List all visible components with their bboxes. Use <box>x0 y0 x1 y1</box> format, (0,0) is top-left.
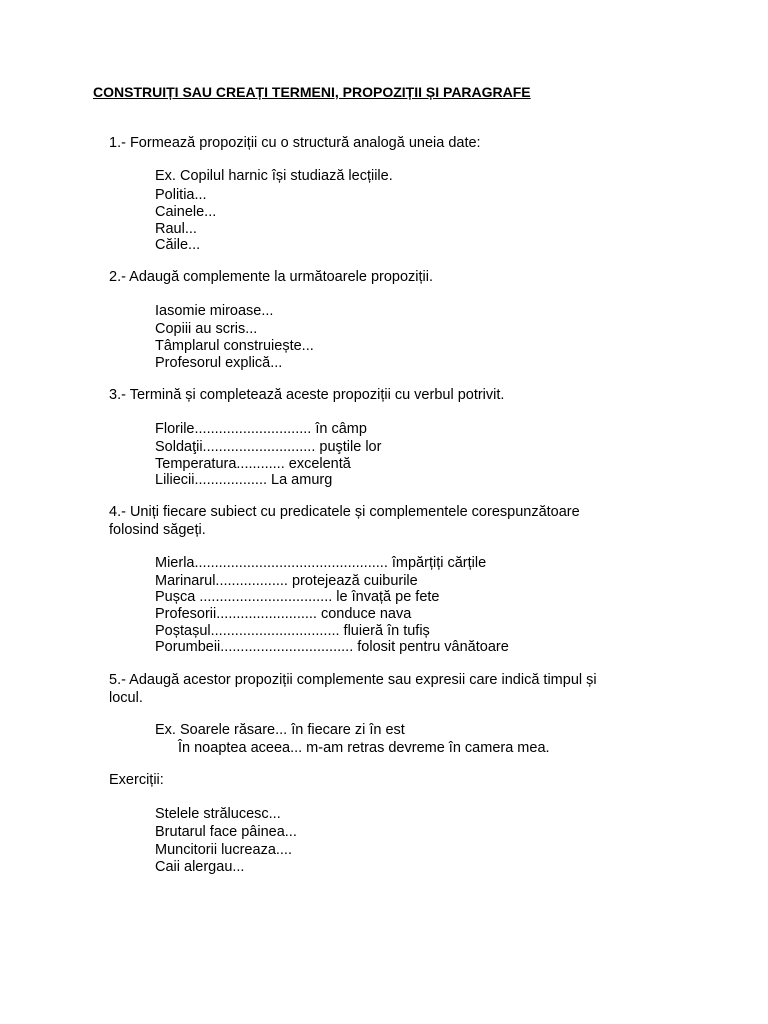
exercise-2-item: Tâmplarul construiește... <box>155 338 314 354</box>
exercise-1-heading: 1.- Formează propoziții cu o structură analogă uneia date: <box>109 135 481 151</box>
exercise-3-item: Liliecii.................. La amurg <box>155 472 333 488</box>
exercise-4-item: Porumbeii................................. folosit pentru vânătoare <box>155 639 509 655</box>
exercise-2-item: Copiii au scris... <box>155 321 258 337</box>
exercise-4-heading-cont: folosind săgeți. <box>109 522 206 538</box>
exercise-5-heading: 5.- Adaugă acestor propoziții complemente sau expresii care indică timpul și <box>109 672 597 688</box>
exercise-5-example: Ex. Soarele răsare... în fiecare zi în est <box>155 722 405 738</box>
exercise-4-item: Pușca ................................. le învață pe fete <box>155 589 440 605</box>
exercise-4-item: Marinarul.................. protejează cuiburile <box>155 573 418 589</box>
exercise-5-example-cont: În noaptea aceea... m-am retras devreme în camera mea. <box>178 740 550 756</box>
page-title: CONSTRUIȚI SAU CREAȚI TERMENI, PROPOZIȚII ȘI PARAGRAFE <box>93 84 531 100</box>
exercise-2-item: Profesorul explică... <box>155 355 283 371</box>
exercise-4-item: Mierla................................................ împărțiți cărțile <box>155 555 487 571</box>
exercises-item: Brutarul face pâinea... <box>155 824 297 840</box>
exercise-1-item: Căile... <box>155 237 201 253</box>
exercise-2-heading: 2.- Adaugă complemente la următoarele propoziții. <box>109 269 434 285</box>
exercise-3-item: Temperatura............ excelentă <box>155 456 351 472</box>
exercises-item: Stelele strălucesc... <box>155 806 281 822</box>
exercise-3-item: Soldaţii............................ puştile lor <box>155 439 382 455</box>
exercise-3-heading: 3.- Termină și completează aceste propoziții cu verbul potrivit. <box>109 387 505 403</box>
exercises-heading: Exerciții: <box>109 772 164 788</box>
exercises-item: Muncitorii lucreaza.... <box>155 842 292 858</box>
exercises-item: Caii alergau... <box>155 859 245 875</box>
exercise-3-item: Florile............................. în câmp <box>155 421 367 437</box>
exercise-1-item: Politia... <box>155 187 207 203</box>
exercise-1-item: Raul... <box>155 221 197 237</box>
exercise-1-item: Cainele... <box>155 204 217 220</box>
exercise-4-heading: 4.- Uniți fiecare subiect cu predicatele și complementele corespunzătoare <box>109 504 580 520</box>
exercise-5-heading-cont: locul. <box>109 690 143 706</box>
exercise-2-item: Iasomie miroase... <box>155 303 274 319</box>
exercise-1-example: Ex. Copilul harnic își studiază lecțiile. <box>155 168 393 184</box>
exercise-4-item: Poștașul................................ fluieră în tufiș <box>155 623 430 639</box>
exercise-4-item: Profesorii......................... conduce nava <box>155 606 412 622</box>
